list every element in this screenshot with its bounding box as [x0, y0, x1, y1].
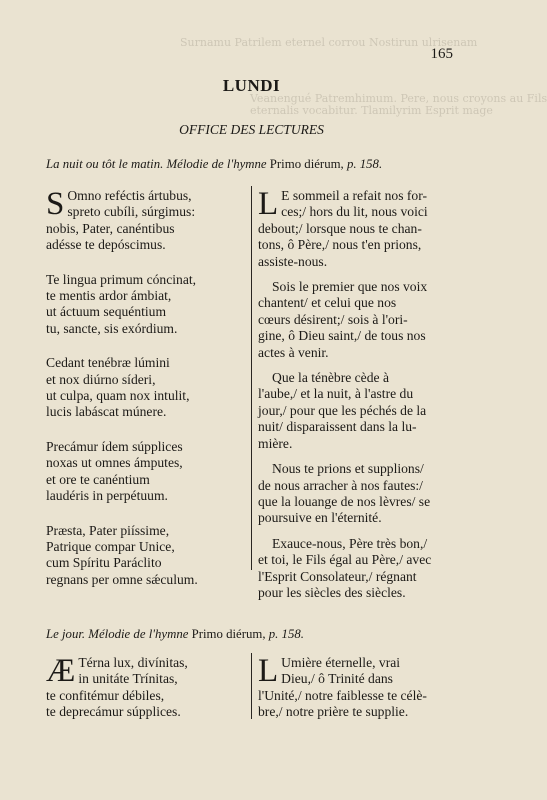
french-stanza [258, 536, 458, 602]
verse-line: regnans per omne sǽculum. [46, 571, 198, 587]
rubric-day [46, 627, 304, 642]
verse-line: ut áctuum sequéntium [46, 304, 167, 320]
rubric-hymn-name: Primo diérum, [188, 627, 266, 641]
translation-line: actes à venir. [258, 344, 329, 360]
column-divider [251, 653, 252, 719]
verse-line: Térna lux, divínitas, [78, 655, 188, 670]
translation-line: gine, ô Dieu saint,/ de tous nos [258, 328, 426, 344]
rubric-page-ref: p. 158. [343, 157, 383, 171]
rubric-hymn-name: Primo diérum, [266, 157, 344, 171]
rubric-page-ref: p. 158. [265, 627, 304, 641]
translation-line: nuit/ disparaissent dans la lu- [258, 419, 417, 435]
drop-cap: L [258, 653, 279, 689]
verse-line: et nox diúrno síderi, [46, 371, 156, 387]
translation-line: l'Esprit Consolateur,/ régnant [258, 568, 417, 584]
translation-line: pour les siècles des siècles. [258, 584, 406, 600]
french-stanza [258, 655, 458, 721]
column-divider [251, 186, 252, 570]
translation-line: ces;/ hors du lit, nous voici [281, 204, 428, 220]
day-title: LUNDI [222, 76, 281, 95]
translation-line: bre,/ notre prière te supplie. [258, 704, 409, 720]
verse-line: ut culpa, quam nox intulit, [46, 388, 190, 404]
verse-line: Omno reféctis ártubus, [67, 188, 192, 203]
verse-line: te mentis ardor ámbiat, [46, 288, 172, 304]
bleed-through-text: Veanengué Patremhimum. Pere, nous croyons au Fils [250, 92, 547, 105]
verse-line: te confitémur débiles, [46, 687, 165, 703]
translation-line: Que la ténèbre cède à [272, 370, 389, 386]
translation-line: cœurs désirent;/ sois à l'ori- [258, 311, 408, 327]
french-stanza [258, 370, 458, 452]
drop-cap: S [46, 186, 65, 222]
office-title: OFFICE DES LECTURES [179, 122, 324, 137]
verse-line: nobis, Pater, canéntibus [46, 220, 175, 236]
latin-hymn-column [46, 655, 244, 739]
rubric-text: Le jour. Mélodie de l'hymne [46, 627, 189, 641]
latin-stanza [46, 439, 244, 505]
translation-line: Nous te prions et supplions/ [272, 461, 424, 477]
verse-line: Precámur ídem súpplices [46, 438, 183, 454]
translation-line: l'Unité,/ notre faiblesse te célè- [258, 687, 427, 703]
translation-line: Sois le premier que nos voix [272, 279, 428, 295]
french-stanza [258, 279, 458, 361]
verse-line: in unitáte Trínitas, [78, 671, 178, 687]
translation-line: poursuive en l'éternité. [258, 510, 382, 526]
latin-stanza [46, 188, 244, 254]
translation-line: l'aube,/ et la nuit, à l'astre du [258, 386, 414, 402]
translation-line: Umière éternelle, vrai [281, 655, 401, 670]
translation-line: que la louange de nos lèvres/ se [258, 493, 431, 509]
latin-stanza [46, 655, 244, 721]
translation-line: de nous arracher à nos fautes:/ [258, 477, 423, 493]
verse-line: Te lingua primum cóncinat, [46, 271, 197, 287]
french-stanza [258, 461, 458, 527]
latin-hymn-column [46, 188, 244, 606]
french-stanza [258, 188, 458, 270]
translation-line: assiste-nous. [258, 253, 328, 269]
latin-stanza [46, 355, 244, 421]
latin-stanza [46, 272, 244, 338]
translation-line: Exauce-nous, Père très bon,/ [272, 535, 428, 551]
latin-stanza [46, 523, 244, 589]
verse-line: Præsta, Pater piíssime, [46, 522, 170, 538]
verse-line: Patrique compar Unice, [46, 538, 175, 554]
verse-line: adésse te depóscimus. [46, 237, 166, 253]
french-translation-column [258, 655, 458, 730]
translation-line: chantent/ et celui que nos [258, 295, 397, 311]
verse-line: et ore te canéntium [46, 471, 150, 487]
bleed-through-text: eternalis vocabitur. Tlamilyrim Esprit mage [250, 104, 493, 117]
verse-line: lucis labáscat múnere. [46, 404, 167, 420]
translation-line: E sommeil a refait nos for- [281, 188, 427, 203]
verse-line: tu, sancte, sis exórdium. [46, 320, 178, 336]
verse-line: spreto cubíli, súrgimus: [67, 204, 196, 220]
translation-line: mière. [258, 435, 293, 451]
page-number: 165 [430, 46, 453, 62]
translation-line: et toi, le Fils égal au Père,/ avec [258, 552, 432, 568]
verse-line: cum Spíritu Paráclito [46, 555, 162, 571]
bleed-through-text: Surnamu Patrilem eternel corrou Nostirun ulrisenam [180, 36, 478, 49]
translation-line: Dieu,/ ô Trinité dans [281, 671, 393, 687]
translation-line: debout;/ lorsque nous te chan- [258, 220, 422, 236]
verse-line: te deprecámur súpplices. [46, 704, 181, 720]
rubric-text: La nuit ou tôt le matin. Mélodie de l'hymne [46, 157, 267, 171]
translation-line: jour,/ pour que les péchés de la [258, 402, 427, 418]
verse-line: laudéris in perpétuum. [46, 488, 168, 504]
drop-cap: Æ [46, 653, 76, 689]
translation-line: tons, ô Père,/ nous t'en prions, [258, 237, 422, 253]
verse-line: Cedant tenébræ lúmini [46, 355, 170, 371]
french-translation-column [258, 188, 458, 610]
verse-line: noxas ut omnes ámputes, [46, 455, 183, 471]
rubric-night [46, 157, 382, 172]
drop-cap: L [258, 186, 279, 222]
